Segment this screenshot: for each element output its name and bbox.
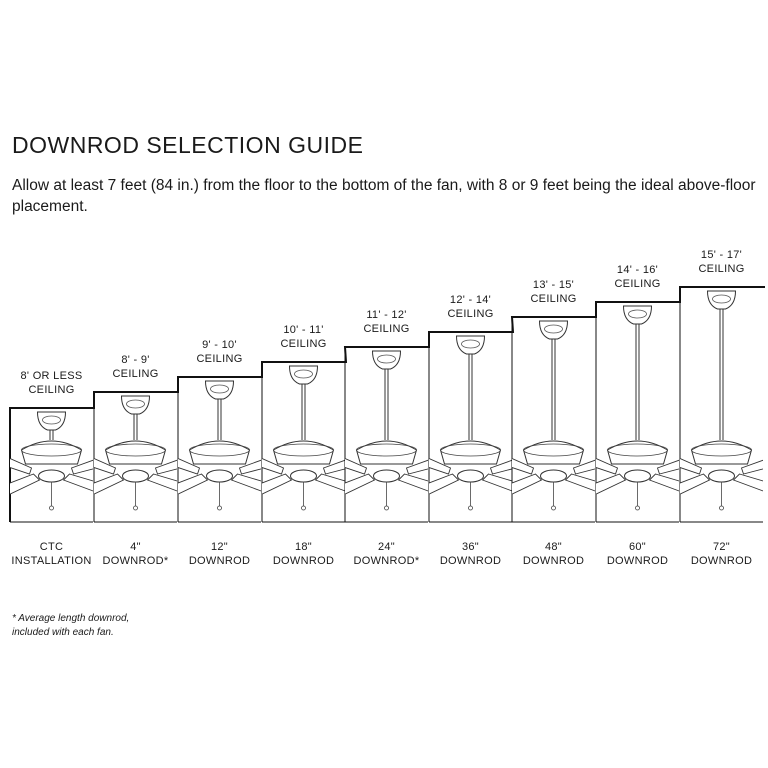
downrod-length: 12" bbox=[210, 541, 229, 553]
ceiling-word: CEILING bbox=[28, 384, 75, 396]
light-kit-icon bbox=[207, 470, 233, 482]
downrod-type: DOWNROD bbox=[272, 555, 335, 567]
ceiling-word: CEILING bbox=[614, 278, 661, 290]
light-kit-icon bbox=[458, 470, 484, 482]
pull-chain-knob bbox=[385, 506, 389, 510]
light-kit-icon bbox=[709, 470, 735, 482]
ceiling-height-label bbox=[672, 248, 768, 276]
canopy-icon bbox=[540, 321, 568, 339]
ceiling-height-range: 13' - 15' bbox=[532, 279, 575, 291]
downrod-type: DOWNROD bbox=[606, 555, 669, 567]
fan-motor-icon bbox=[441, 441, 501, 464]
pull-chain-knob bbox=[636, 506, 640, 510]
canopy-icon bbox=[206, 381, 234, 399]
fan-motor-icon bbox=[608, 441, 668, 464]
fan-motor-icon bbox=[190, 441, 250, 464]
footnote-line-1: * Average length downrod, bbox=[12, 613, 130, 624]
footnote-line-2: included with each fan. bbox=[12, 627, 114, 638]
ceiling-word: CEILING bbox=[698, 263, 745, 275]
downrod-label bbox=[672, 540, 768, 568]
downrod-length: 72" bbox=[712, 541, 731, 553]
ceiling-height-range: 14' - 16' bbox=[616, 264, 659, 276]
ceiling-height-range: 9' - 10' bbox=[202, 339, 237, 351]
light-kit-icon bbox=[123, 470, 149, 482]
downrod-type: DOWNROD bbox=[522, 555, 585, 567]
downrod-type: DOWNROD bbox=[188, 555, 251, 567]
ceiling-height-range: 12' - 14' bbox=[449, 294, 492, 306]
fan-motor-icon bbox=[22, 441, 82, 464]
downrod-type: DOWNROD* bbox=[353, 555, 420, 567]
ceiling-word: CEILING bbox=[196, 353, 243, 365]
downrod-type: DOWNROD* bbox=[102, 555, 169, 567]
fan-motor-icon bbox=[692, 441, 752, 464]
downrod-length: 36" bbox=[461, 541, 480, 553]
pull-chain-knob bbox=[720, 506, 724, 510]
pull-chain-knob bbox=[302, 506, 306, 510]
ceiling-height-range: 8' OR LESS bbox=[20, 370, 83, 382]
ceiling-word: CEILING bbox=[363, 323, 410, 335]
downrod-length: 24" bbox=[377, 541, 396, 553]
ceiling-word: CEILING bbox=[112, 368, 159, 380]
ceiling-word: CEILING bbox=[447, 308, 494, 320]
page-subtitle: Allow at least 7 feet (84 in.) from the floor to the bottom of the fan, with 8 or 9 feet being the ideal above-floor placement. bbox=[12, 177, 756, 215]
canopy-icon bbox=[708, 291, 736, 309]
fan-motor-icon bbox=[274, 441, 334, 464]
ceiling-word: CEILING bbox=[530, 293, 577, 305]
pull-chain-knob bbox=[552, 506, 556, 510]
pull-chain-knob bbox=[50, 506, 54, 510]
ceiling-word: CEILING bbox=[280, 338, 327, 350]
downrod-type: DOWNROD bbox=[439, 555, 502, 567]
downrod-length: 60" bbox=[628, 541, 647, 553]
light-kit-icon bbox=[39, 470, 65, 482]
light-kit-icon bbox=[291, 470, 317, 482]
downrod-length: 4" bbox=[130, 541, 141, 553]
blade-left-low-icon bbox=[0, 474, 40, 504]
fan-motor-icon bbox=[524, 441, 584, 464]
light-kit-icon bbox=[625, 470, 651, 482]
canopy-icon bbox=[624, 306, 652, 324]
downrod-type: DOWNROD bbox=[690, 555, 753, 567]
canopy-icon bbox=[290, 366, 318, 384]
pull-chain-knob bbox=[218, 506, 222, 510]
ceiling-height-range: 8' - 9' bbox=[121, 354, 150, 366]
canopy-icon bbox=[373, 351, 401, 369]
pull-chain-knob bbox=[134, 506, 138, 510]
pull-chain-knob bbox=[469, 506, 473, 510]
ceiling-height-range: 15' - 17' bbox=[700, 249, 743, 261]
canopy-icon bbox=[122, 396, 150, 414]
blade-right-low-icon bbox=[734, 474, 768, 500]
page-title: DOWNROD SELECTION GUIDE bbox=[12, 132, 364, 158]
downrod-type: INSTALLATION bbox=[11, 555, 92, 567]
fan-motor-icon bbox=[357, 441, 417, 464]
canopy-icon bbox=[457, 336, 485, 354]
light-kit-icon bbox=[374, 470, 400, 482]
footnote bbox=[12, 612, 129, 640]
light-kit-icon bbox=[541, 470, 567, 482]
ceiling-height-range: 10' - 11' bbox=[283, 324, 324, 336]
canopy-icon bbox=[38, 412, 66, 430]
downrod-length: 18" bbox=[294, 541, 313, 553]
downrod-length: CTC bbox=[39, 541, 64, 553]
fan-motor-icon bbox=[106, 441, 166, 464]
downrod-length: 48" bbox=[544, 541, 563, 553]
ceiling-height-range: 11' - 12' bbox=[366, 309, 407, 321]
